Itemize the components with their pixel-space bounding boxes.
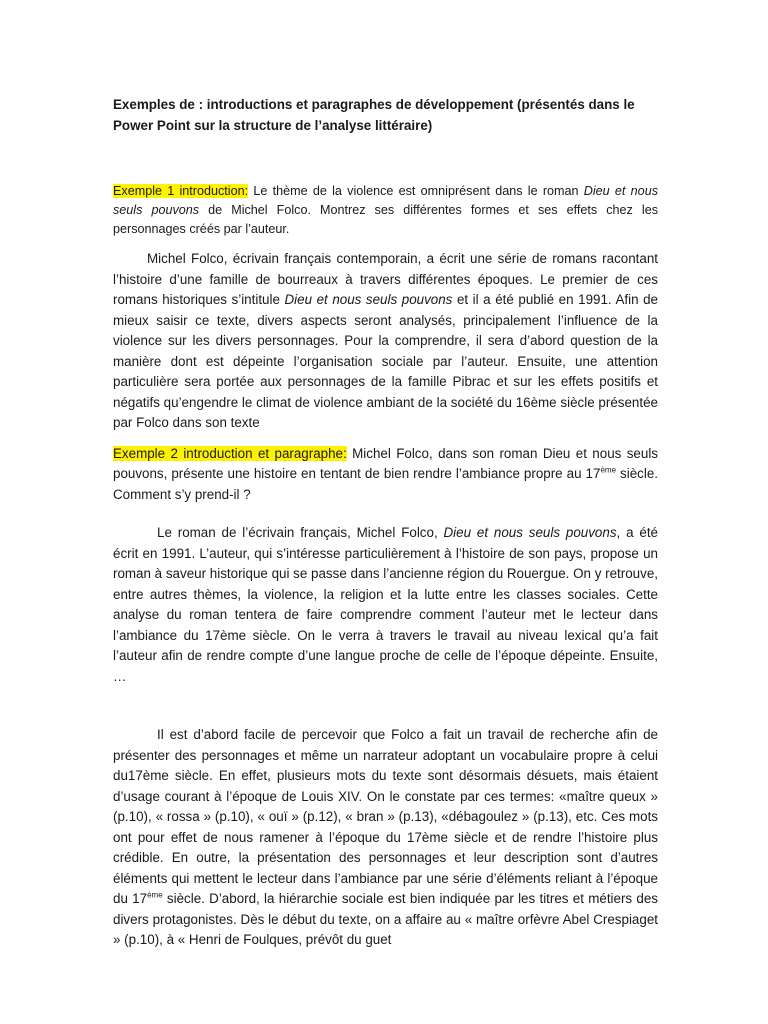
example2-prompt-superscript: ème bbox=[600, 465, 617, 475]
example1-prompt-book-title: Dieu et nous seuls pouvons bbox=[113, 184, 658, 217]
example1-introduction bbox=[113, 249, 658, 434]
example1-label: Exemple 1 introduction: bbox=[113, 184, 249, 198]
example2-introduction bbox=[113, 523, 658, 687]
example2-label: Exemple 2 introduction et paragraphe: bbox=[113, 445, 347, 461]
example2-dev-text-b: siècle. D’abord, la hiérarchie sociale est bien indiquée par les titres et métiers des divers protagonistes. Dès le début du texte, on a affaire au « maître orfèvre Abel Crespiaget » (p.10), à « Henri de Foulques, prévôt du guet bbox=[113, 891, 658, 947]
example2-prompt-text-a: Michel Folco, dans son roman Dieu et nous seuls pouvons, présente une histoire en tentant de bien rendre l’ambiance propre au 17 bbox=[113, 445, 658, 481]
example2-prompt bbox=[113, 444, 658, 506]
example1-body-text-a: Michel Folco, écrivain français contemporain, a écrit une série de romans racontant l’histoire d’une famille de bourreaux à travers différentes époques. Le premier de ces romans historiques s’intitule bbox=[113, 251, 658, 307]
example2-development-paragraph bbox=[113, 725, 658, 951]
example1-prompt-text-b: de Michel Folco. Montrez ses différentes formes et ses effets chez les personnages créés par l’auteur. bbox=[113, 203, 658, 236]
document-title: Exemples de : introductions et paragraphes de développement (présentés dans le Power Point sur la structure de l’analyse littéraire) bbox=[113, 97, 635, 133]
example1-body-book-title: Dieu et nous seuls pouvons bbox=[284, 292, 453, 307]
example1-body-text-b: et il a été publié en 1991. Afin de mieux saisir ce texte, divers aspects seront analysés, principalement l’influence de la violence sur les divers personnages. Pour la comprendre, il sera d’abord question de la manière dont est dépeinte l’organisation sociale par l’auteur. Ensuite, une attention particulière sera portée aux personnages de la famille Pibrac et sur les effets positifs et négatifs qu’engendre le climat de violence ambiant de la société du 16ème siècle présentée par Folco dans son texte bbox=[113, 292, 658, 430]
example1-prompt-text-a: Le thème de la violence est omniprésent dans le roman bbox=[248, 184, 584, 198]
example2-intro-text-a: Le roman de l’écrivain français, Michel Folco, bbox=[157, 525, 444, 540]
example2-intro-text-b: , a été écrit en 1991. L’auteur, qui s’intéresse particulièrement à l’histoire de son pays, propose un roman à saveur historique qui se passe dans l’ancienne région du Rouergue. On y retrouve, entre autres thèmes, la violence, la religion et la lutte entre les classes sociales. Cette analyse du roman tentera de faire comprendre comment l’auteur met le lecteur dans l’ambiance du 17ème siècle. On le verra à travers le travail au niveau lexical qu’a fait l’auteur afin de rendre compte d’une langue proche de celle de l’époque dépeinte. Ensuite, … bbox=[113, 525, 658, 684]
example2-dev-text-a: Il est d’abord facile de percevoir que Folco a fait un travail de recherche afin de présenter des personnages et même un narrateur adoptant un vocabulaire propre à celui du17ème siècle. En effet, plusieurs mots du texte sont désormais désuets, mais étaient d’usage courant à l’époque de Louis XIV. On le constate par ces termes: «maître queux » (p.10), « rossa » (p.10), « ouï » (p.12), « bran » (p.13), «débagoulez » (p.13), etc. Ces mots ont pour effet de nous ramener à l’époque du 17ème siècle et de rendre l’histoire plus crédible. En outre, la présentation des personnages et leur description sont d’autres éléments qui mettent le lecteur dans l’ambiance par une série d’éléments reliant à l’époque du 17 bbox=[113, 727, 658, 906]
example2-prompt-text-b: siècle. Comment s’y prend-il ? bbox=[113, 466, 658, 502]
example2-dev-superscript: ème bbox=[147, 890, 163, 900]
example1-prompt bbox=[113, 182, 658, 239]
example2-intro-book-title: Dieu et nous seuls pouvons bbox=[443, 525, 617, 540]
